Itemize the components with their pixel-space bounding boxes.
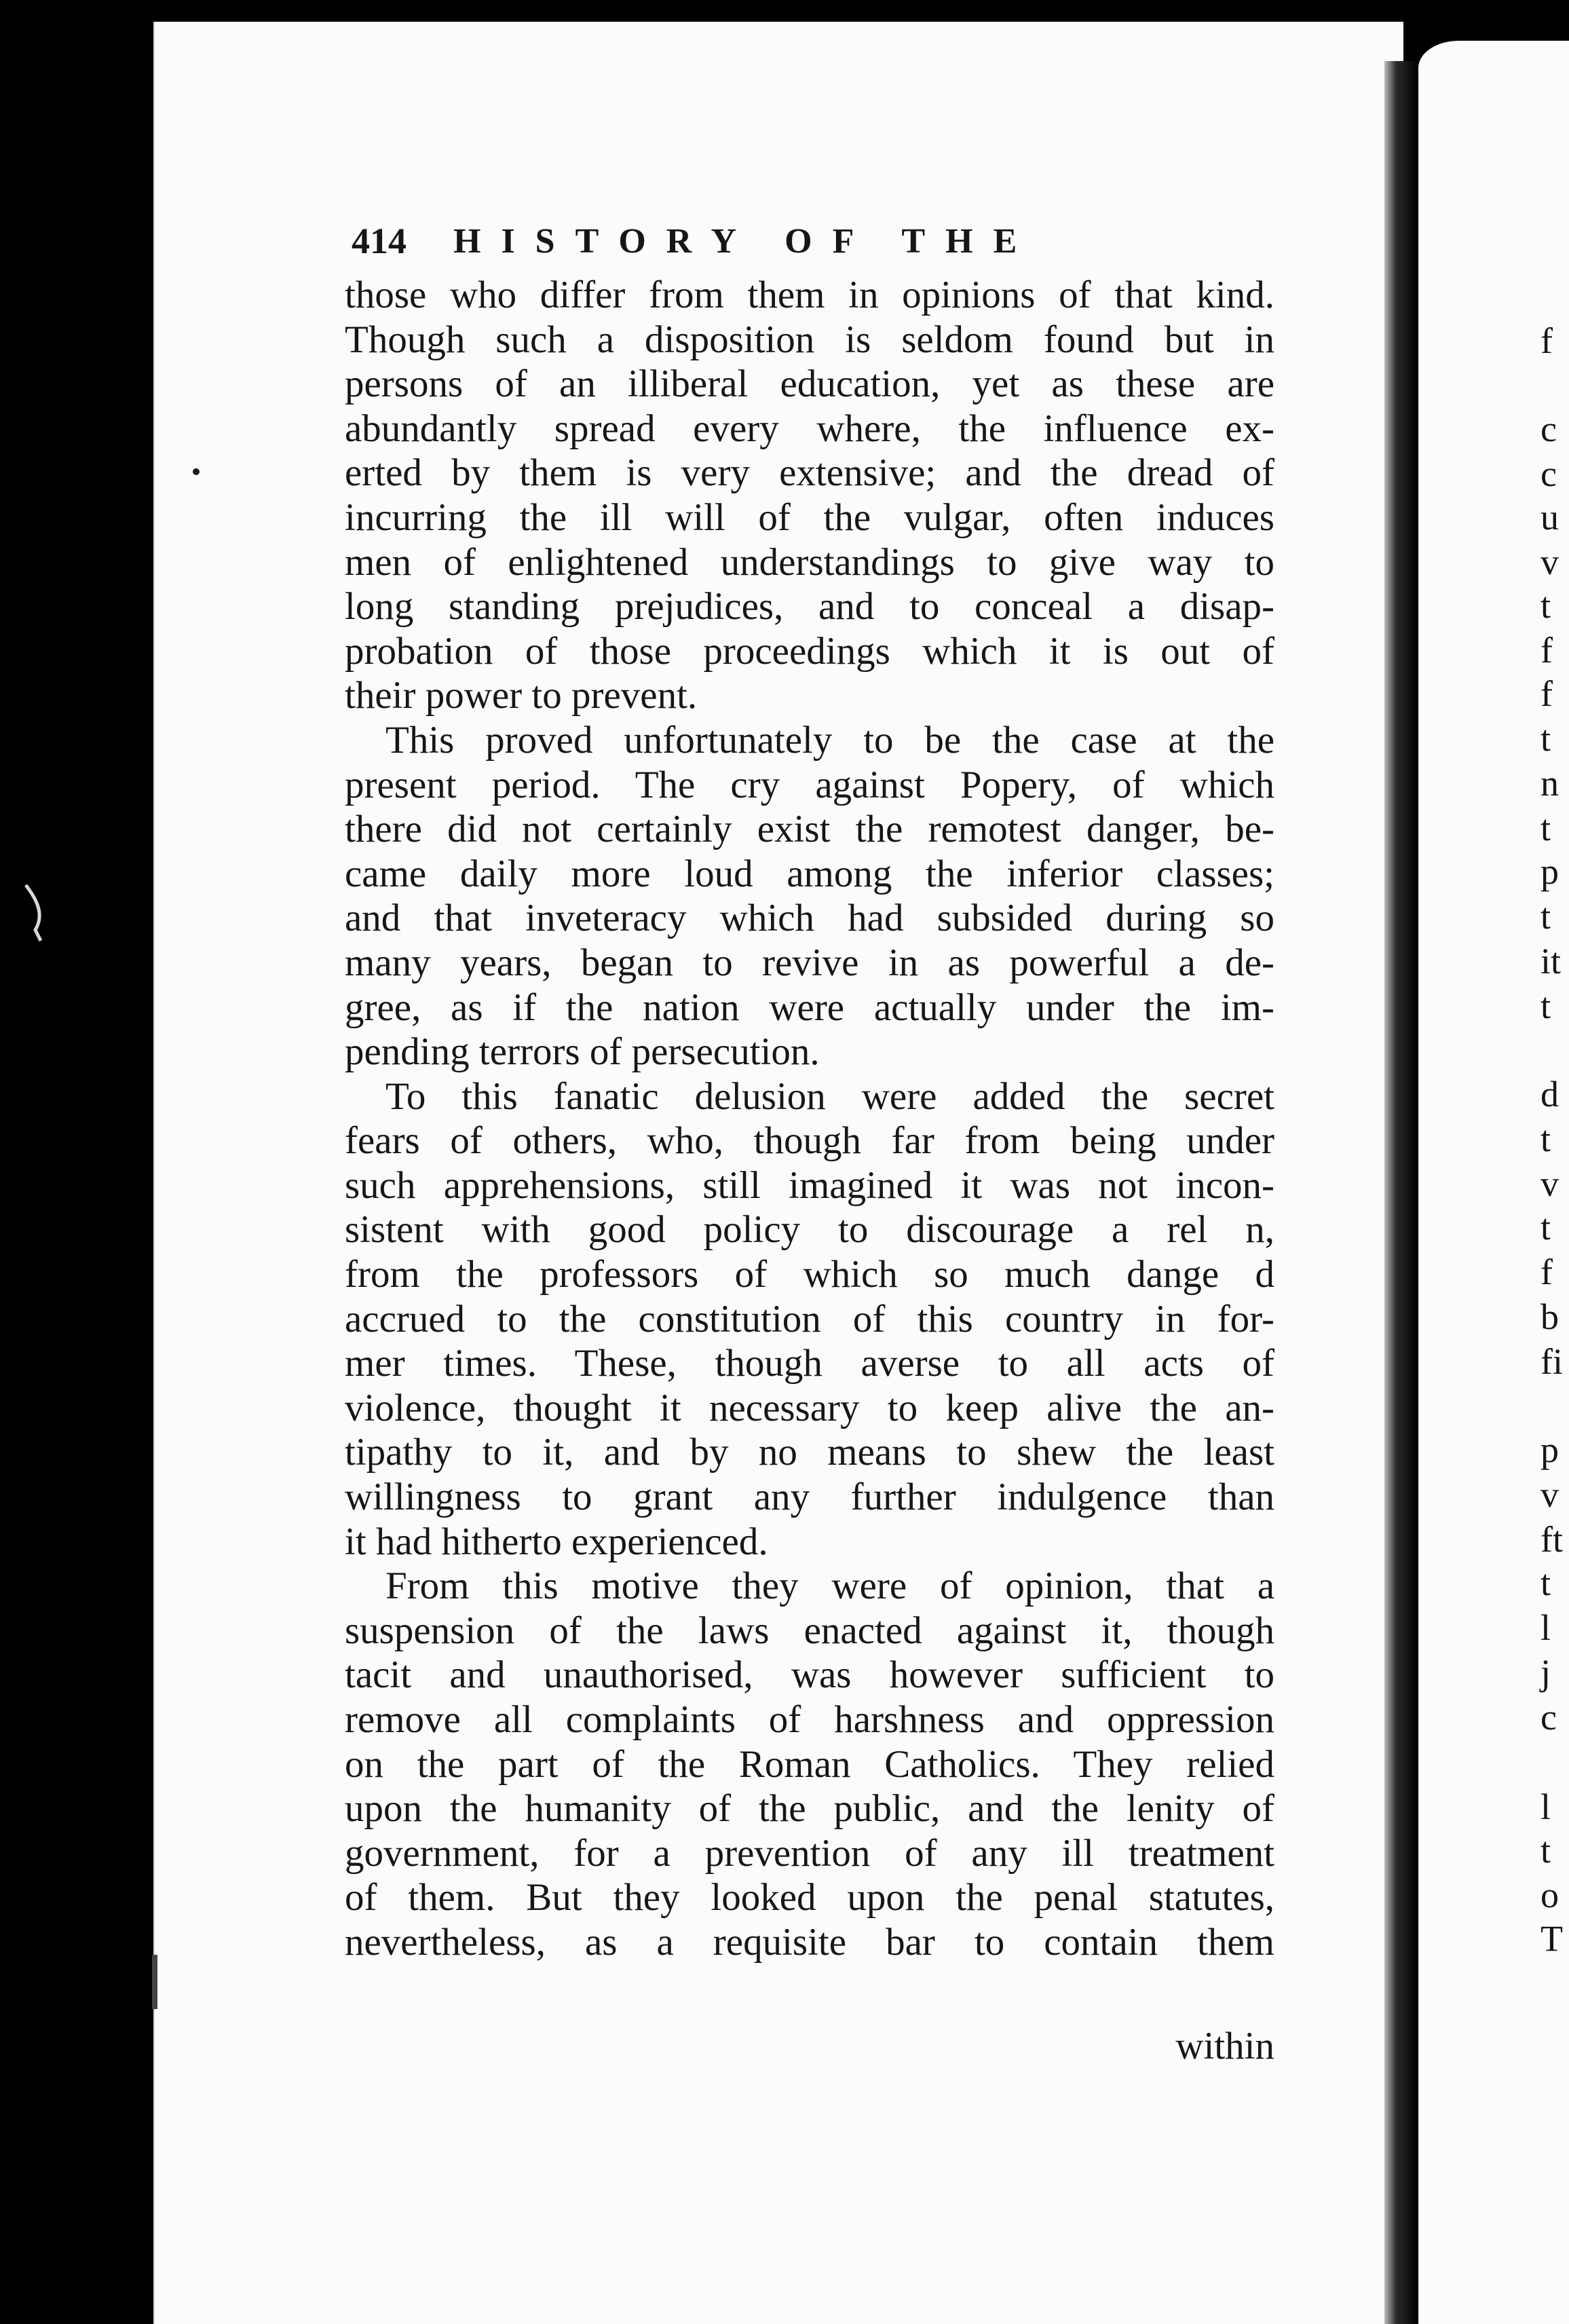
facing-page-fragment: T — [1540, 1918, 1563, 1959]
text-line: and that inveteracy which had subsided during so — [345, 897, 1274, 940]
facing-page-fragment: l — [1540, 1786, 1551, 1827]
facing-page-fragment: o — [1540, 1875, 1559, 1915]
text-line: pending terrors of persecution. — [345, 1030, 820, 1074]
text-line: violence, thought it necessary to keep alive the an- — [345, 1386, 1274, 1429]
facing-page-fragment: t — [1540, 1207, 1551, 1248]
text-line: From this motive they were of opinion, that a — [385, 1564, 1274, 1608]
text-line: mer times. These, though averse to all acts of — [345, 1342, 1274, 1385]
book-gutter — [1384, 61, 1418, 2324]
facing-page-fragment: fi — [1540, 1341, 1563, 1382]
text-line: gree, as if the nation were actually under the im- — [345, 986, 1274, 1029]
text-line: suspension of the laws enacted against it, though — [345, 1609, 1274, 1652]
text-line: accrued to the constitution of this country in for- — [345, 1297, 1274, 1341]
facing-page-fragment: it — [1540, 941, 1562, 981]
facing-page-fragment: n — [1540, 763, 1559, 804]
text-line: probation of those proceedings which it is out of — [345, 629, 1274, 673]
text-line: long standing prejudices, and to conceal a disap- — [345, 585, 1274, 629]
facing-page-fragment: t — [1540, 986, 1551, 1026]
running-head-title: HISTORY OF THE — [453, 221, 1038, 261]
paragraph — [345, 1564, 1274, 1964]
facing-page-fragment: ft — [1540, 1519, 1563, 1560]
margin-dot-icon — [193, 468, 200, 475]
text-line: men of enlightened understandings to give way to — [345, 540, 1274, 584]
text-line: To this fanatic delusion were added the secret — [385, 1074, 1274, 1118]
text-line: tacit and unauthorised, was however sufficient to — [345, 1653, 1274, 1697]
facing-page-fragment: p — [1540, 851, 1559, 892]
text-line: nevertheless, as a requisite bar to contain them — [345, 1920, 1274, 1964]
body-text — [345, 273, 1274, 1965]
facing-page-fragment: v — [1540, 1474, 1559, 1515]
text-line: came daily more loud among the inferior classes; — [345, 852, 1274, 895]
paragraph — [345, 718, 1274, 1074]
text-line: government, for a prevention of any ill treatment — [345, 1831, 1274, 1875]
text-line: those who differ from them in opinions of that kind. — [345, 274, 1274, 316]
text-line: willingness to grant any further indulgence than — [345, 1476, 1274, 1519]
text-line: This proved unfortunately to be the case at the — [385, 718, 1274, 762]
text-line: erted by them is very extensive; and the dread of — [345, 451, 1274, 495]
catchword: within — [1175, 2025, 1274, 2067]
facing-page-fragment: t — [1540, 1830, 1551, 1871]
facing-page-fragment: t — [1540, 1119, 1551, 1159]
text-line: there did not certainly exist the remotest danger, be- — [345, 808, 1274, 851]
text-line: of them. But they looked upon the penal statutes, — [345, 1876, 1274, 1919]
facing-page-fragment: v — [1540, 542, 1559, 582]
facing-page-fragment: j — [1540, 1652, 1551, 1693]
text-line: Though such a disposition is seldom found but in — [345, 318, 1274, 361]
text-line: incurring the ill will of the vulgar, often induces — [345, 495, 1274, 539]
text-line: abundantly spread every where, the influence ex- — [345, 407, 1274, 450]
facing-page-fragment: t — [1540, 1562, 1551, 1603]
facing-page-fragment: t — [1540, 585, 1551, 626]
facing-page-fragment: u — [1540, 497, 1559, 538]
text-line: it had hitherto experienced. — [345, 1520, 768, 1563]
facing-page-fragment: t — [1540, 718, 1551, 759]
facing-page-fragment: c — [1540, 453, 1557, 494]
facing-page-fragment: f — [1540, 1252, 1553, 1292]
facing-page-fragment: t — [1540, 896, 1551, 937]
text-line: persons of an illiberal education, yet as these are — [345, 362, 1274, 406]
facing-page-fragment: f — [1540, 320, 1553, 361]
facing-page-fragment: t — [1540, 808, 1551, 848]
facing-page-fragment: c — [1540, 1697, 1557, 1738]
text-line: many years, began to revive in as powerful a de- — [345, 941, 1274, 984]
text-line: on the part of the Roman Catholics. They relied — [345, 1742, 1274, 1786]
facing-page-fragment: b — [1540, 1296, 1559, 1337]
facing-page-fragment: d — [1540, 1074, 1559, 1114]
text-line: present period. The cry against Popery, of which — [345, 763, 1274, 806]
paragraph — [345, 273, 1274, 718]
text-line: tipathy to it, and by no means to shew the least — [345, 1431, 1274, 1474]
text-line: upon the humanity of the public, and the lenity of — [345, 1787, 1274, 1831]
facing-page-fragment: l — [1540, 1607, 1551, 1648]
running-head — [352, 217, 1139, 265]
facing-page-fragment: p — [1540, 1429, 1559, 1470]
text-line: from the professors of which so much dange d — [345, 1253, 1274, 1296]
text-line: sistent with good policy to discourage a rel n, — [345, 1208, 1274, 1252]
text-line: their power to prevent. — [345, 674, 698, 717]
margin-tick-icon — [152, 1955, 157, 2009]
facing-page-fragment: f — [1540, 630, 1553, 671]
text-line: such apprehensions, still imagined it was not incon- — [345, 1163, 1274, 1207]
facing-page-fragment: f — [1540, 673, 1553, 714]
text-line: fears of others, who, though far from being under — [345, 1119, 1274, 1163]
margin-mark-icon — [20, 882, 48, 943]
facing-page-fragment: c — [1540, 409, 1557, 449]
page-number: 414 — [352, 221, 407, 261]
text-line: remove all complaints of harshness and oppression — [345, 1698, 1274, 1741]
facing-page-fragment: v — [1540, 1163, 1559, 1204]
paragraph — [345, 1074, 1274, 1564]
